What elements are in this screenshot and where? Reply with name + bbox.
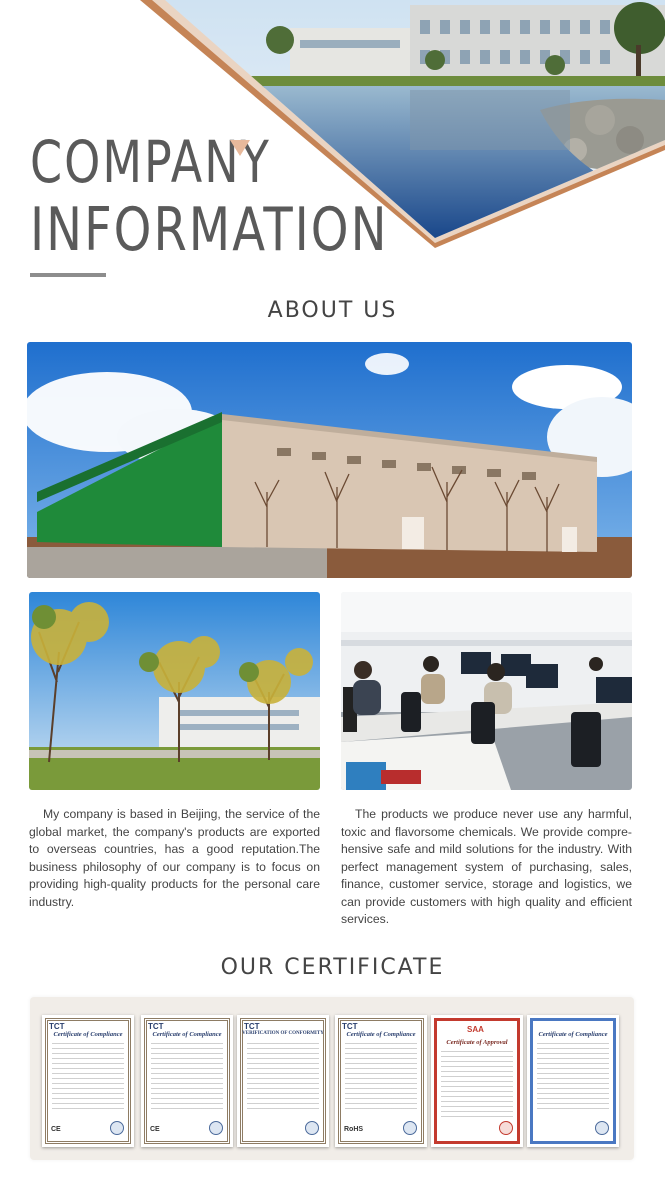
- certificate-brand: TCT: [49, 1022, 65, 1031]
- triangle-accent-icon: [230, 140, 250, 156]
- about-paragraph-right: The products we produce never use any harmful, toxic and flavorsome chemicals. We provide compre-hensive safe and mild solutions for the industry. With perfect management system of purchasing, sales, finance, customer service, storage and logistics, we can provide customers with high quality and efficient services.: [341, 807, 632, 926]
- certificate-brand: TCT: [244, 1022, 260, 1031]
- seal-icon: [595, 1121, 609, 1135]
- certificate-heading: OUR CERTIFICATE: [220, 955, 445, 980]
- office-interior-photo: [341, 592, 632, 790]
- certificate-brand: TCT: [148, 1022, 164, 1031]
- certificate-mark: CE: [150, 1126, 160, 1133]
- certificate-mark: RoHS: [344, 1126, 364, 1133]
- certificate-title: Certificate of Compliance: [346, 1031, 416, 1038]
- seal-icon: [305, 1121, 319, 1135]
- seal-icon: [403, 1121, 417, 1135]
- about-us-heading: ABOUT US: [267, 298, 398, 323]
- certificate-title: Certificate of Approval: [446, 1039, 508, 1046]
- certificate-brand: TCT: [342, 1022, 358, 1031]
- certificate-card: [335, 1015, 427, 1147]
- certificate-card: [141, 1015, 233, 1147]
- certificate-mark: CE: [51, 1126, 61, 1133]
- page-title-line2: INFORMATION: [30, 195, 389, 265]
- about-paragraph-left: My company is based in Beijing, the service of the global market, the company's products are exported to overseas countries, has a good reputation.The business philosophy of our company is to focus on providing high-quality products for the personal care industry.: [29, 807, 320, 909]
- office-building-photo: [29, 592, 320, 790]
- certificate-brand: SAA: [467, 1025, 484, 1034]
- certificate-title: Certificate of Compliance: [538, 1031, 608, 1038]
- certificate-title: Certificate of Compliance: [53, 1031, 123, 1038]
- seal-icon: [499, 1121, 513, 1135]
- seal-icon: [209, 1121, 223, 1135]
- title-divider: [30, 273, 106, 277]
- page-title-line1: COMPANY: [30, 128, 271, 196]
- certificate-card: [527, 1015, 619, 1147]
- certificate-card: [237, 1015, 329, 1147]
- certificate-card: [42, 1015, 134, 1147]
- seal-icon: [110, 1121, 124, 1135]
- factory-exterior-photo: [27, 342, 632, 578]
- certificate-title: Certificate of Compliance: [152, 1031, 222, 1038]
- certificate-card: [431, 1015, 523, 1147]
- certificate-title: VERIFICATION OF CONFORMITY: [242, 1031, 324, 1036]
